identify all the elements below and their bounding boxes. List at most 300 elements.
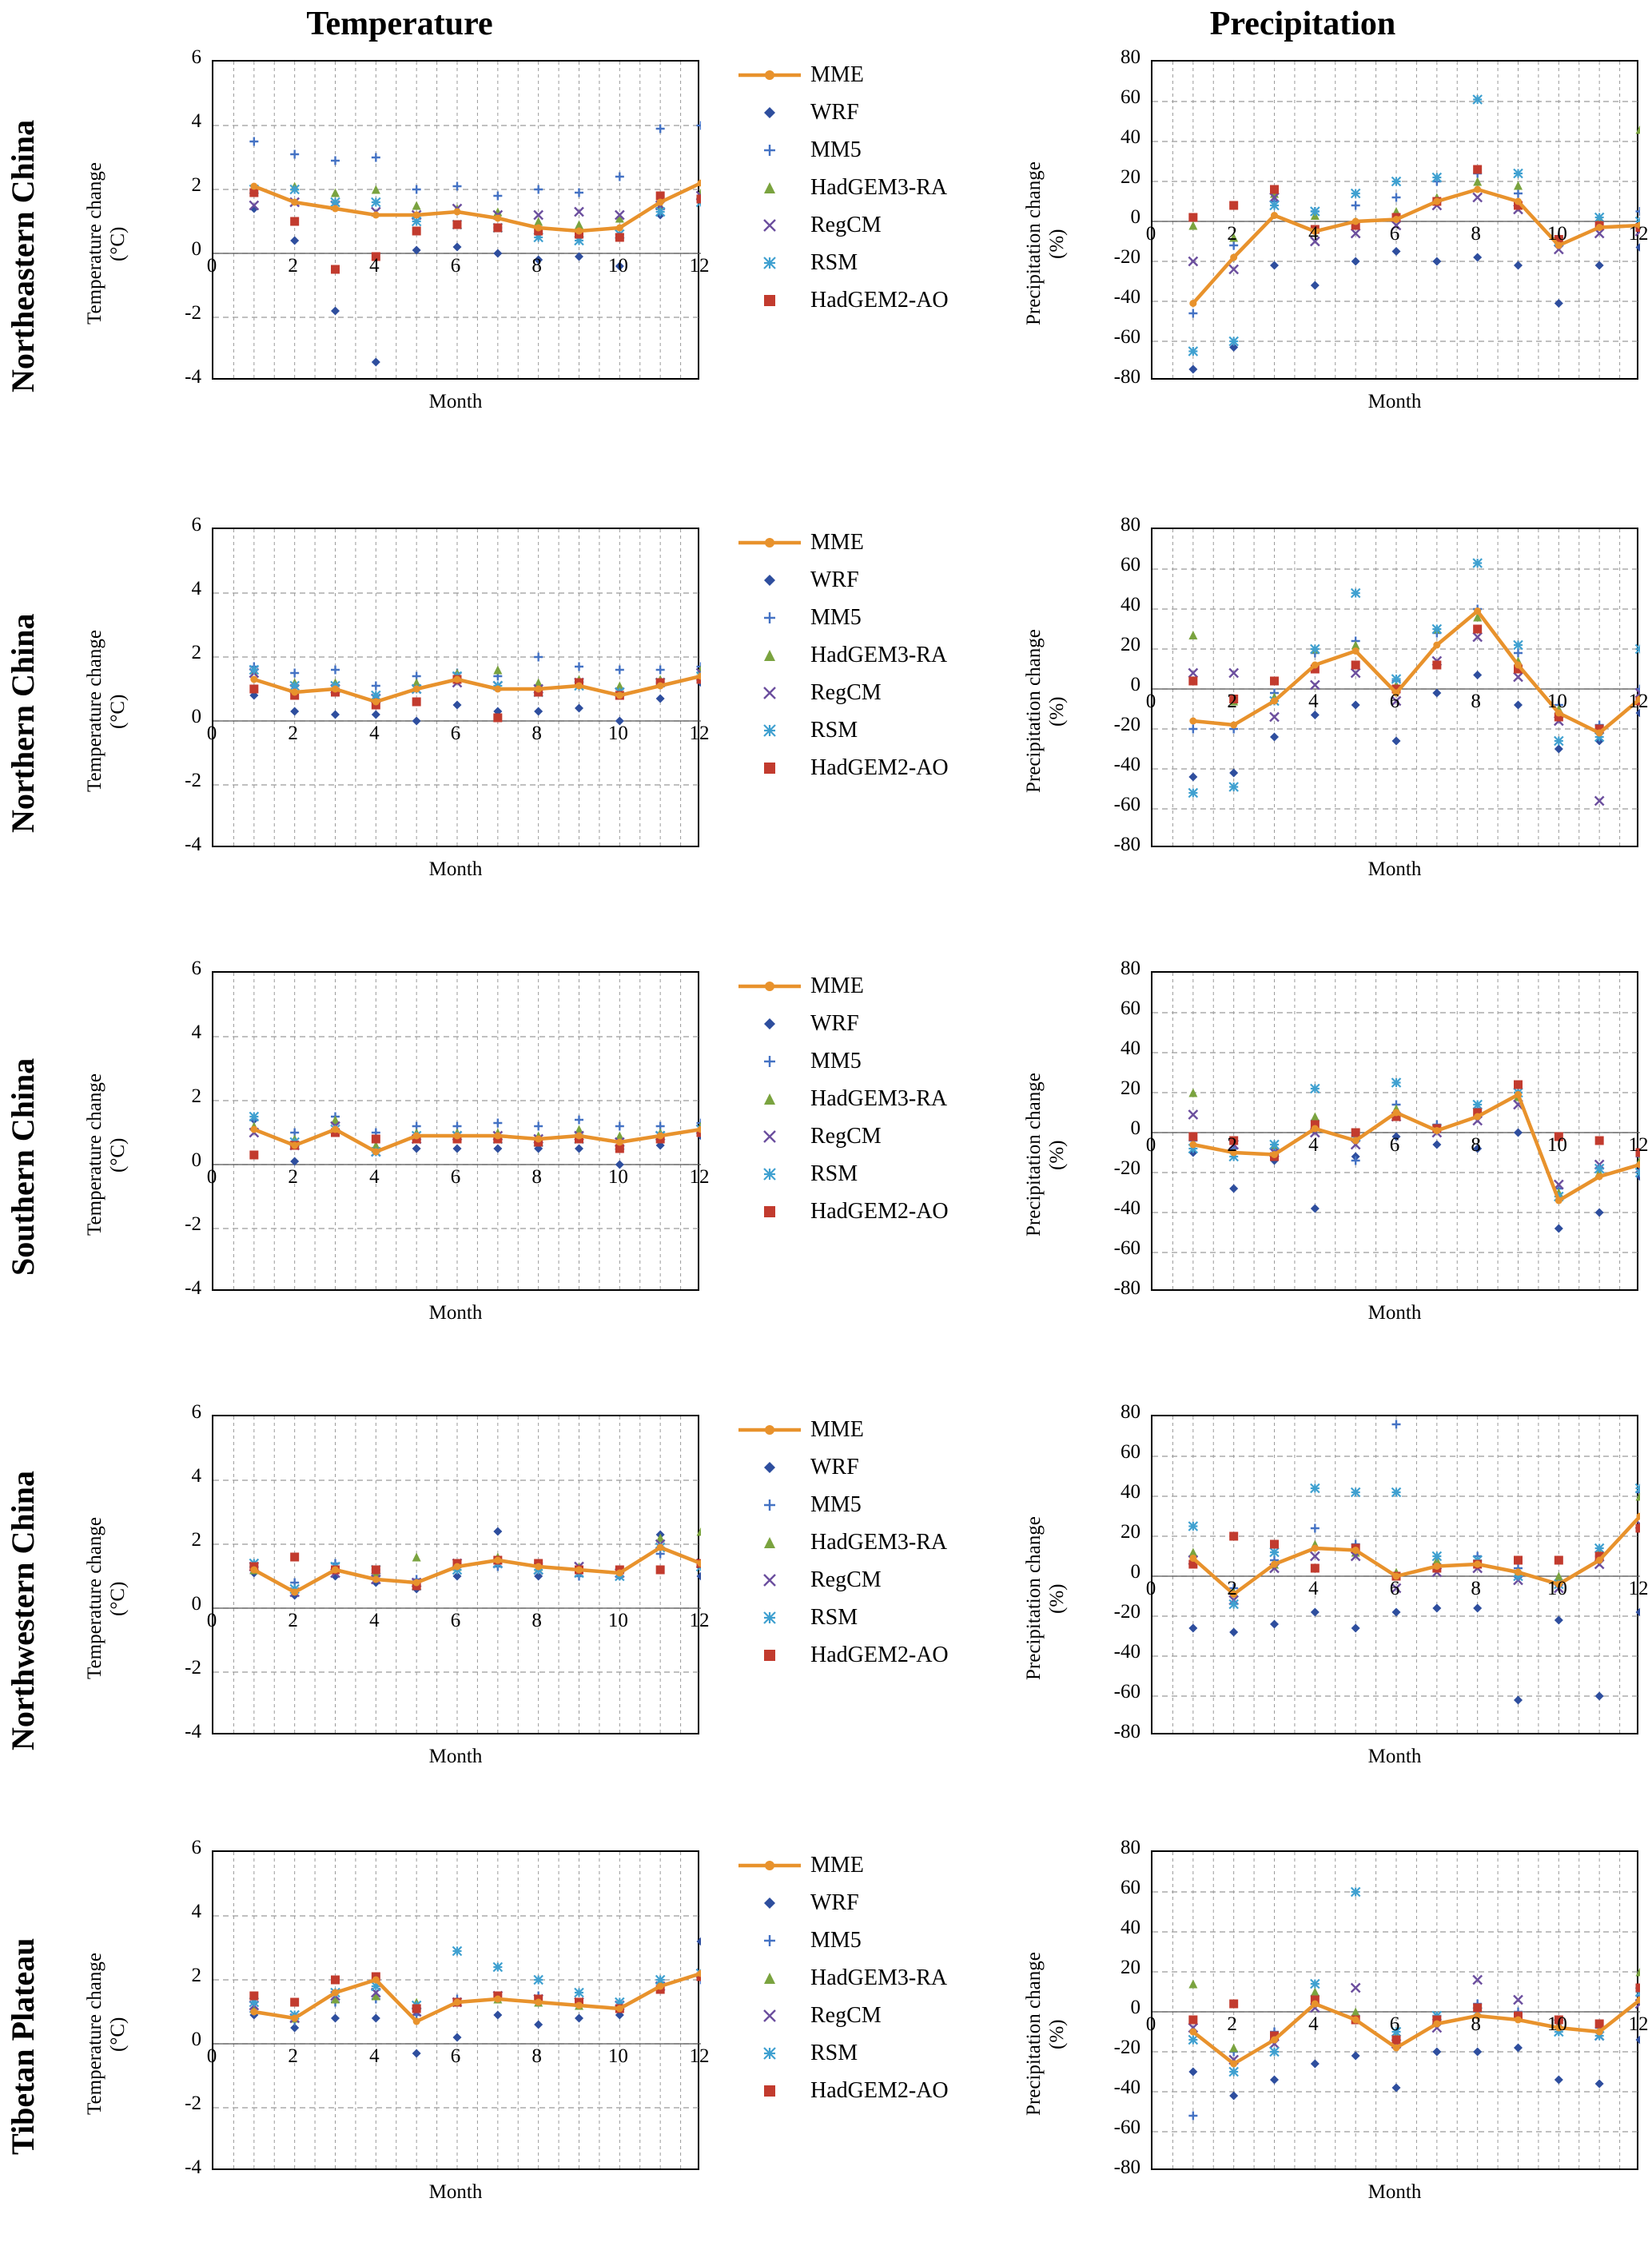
panel-precipitation-northern-china-ytick: 20 — [1121, 634, 1140, 655]
legend-item-rsm — [735, 2034, 949, 2072]
panel-temperature-northeastern-china-xtick: 6 — [450, 255, 461, 277]
legend-label: MM5 — [810, 1927, 862, 1953]
panel-temperature-tibetan-plateau-xtick: 8 — [531, 2045, 542, 2067]
panel-temperature-northwestern-china-ytick: 4 — [191, 1465, 201, 1487]
panel-precipitation-northern-china-ytick: -20 — [1113, 714, 1140, 735]
panel-precipitation-northwestern-china-ylabel — [1023, 1447, 1071, 1750]
panel-precipitation-northwestern-china-ytick: -80 — [1113, 1721, 1140, 1742]
panel-precipitation-northeastern-china-xlabel: Month — [1367, 391, 1422, 412]
panel-temperature-northeastern-china-xtick: 2 — [288, 255, 298, 277]
panel-precipitation-tibetan-plateau-ytick: -40 — [1113, 2077, 1140, 2098]
panel-temperature-tibetan-plateau-ytick: -4 — [185, 2156, 201, 2178]
legend-symbol-square — [735, 758, 809, 779]
column-title-precipitation: Precipitation — [1209, 6, 1396, 42]
panel-precipitation-tibetan-plateau-ytick: -80 — [1113, 2156, 1140, 2178]
panel-temperature-northeastern-china-xtick: 10 — [607, 255, 628, 277]
legend-symbol-square — [735, 290, 809, 311]
panel-precipitation-tibetan-plateau-xtick: 10 — [1547, 2013, 1567, 2035]
panel-temperature-tibetan-plateau-xtick: 10 — [607, 2045, 628, 2067]
panel-precipitation-northern-china-xtick: 6 — [1389, 691, 1400, 712]
panel-temperature-northern-china-ylabel-line2: (°C) — [106, 694, 129, 729]
legend-label: HadGEM3-RA — [810, 1965, 948, 1990]
panel-precipitation-tibetan-plateau-ytick: 0 — [1130, 1997, 1140, 2018]
panel-precipitation-northern-china-ytick: -40 — [1113, 754, 1140, 775]
legend-item-hadgem2-ao — [735, 1193, 949, 1230]
panel-temperature-northern-china-xtick: 8 — [531, 723, 542, 744]
panel-precipitation-southern-china-ytick: 80 — [1121, 958, 1140, 979]
panel-precipitation-southern-china-plot-area — [1151, 971, 1638, 1291]
panel-temperature-northern-china-xtick: 4 — [369, 723, 380, 744]
legend-item-regcm — [735, 1561, 949, 1599]
panel-precipitation-tibetan-plateau-xtick: 2 — [1227, 2013, 1237, 2035]
panel-temperature-northwestern-china-ylabel — [84, 1447, 132, 1750]
legend-label: MM5 — [810, 1491, 862, 1517]
legend-item-regcm — [735, 1117, 949, 1155]
panel-temperature-northeastern-china-ytick: -2 — [185, 302, 201, 324]
panel-temperature-northeastern-china-ylabel-line2: (°C) — [106, 226, 129, 261]
panel-temperature-southern-china — [212, 971, 699, 1291]
panel-precipitation-northeastern-china-ytick: 20 — [1121, 166, 1140, 188]
legend-item-mme — [735, 1846, 949, 1884]
row-label-northern-china: Northern China — [5, 613, 41, 834]
legend-symbol-triangle — [735, 1089, 809, 1109]
legend-label: RegCM — [810, 1123, 882, 1149]
panel-temperature-northern-china-xlabel: Month — [428, 858, 483, 880]
panel-temperature-tibetan-plateau-xlabel: Month — [428, 2181, 483, 2203]
panel-temperature-southern-china-ylabel — [84, 1003, 132, 1307]
legend-symbol-line-marker — [735, 976, 809, 997]
panel-temperature-southern-china-xtick: 10 — [607, 1166, 628, 1188]
legend-symbol-triangle — [735, 177, 809, 198]
panel-precipitation-southern-china-xtick: 2 — [1227, 1134, 1237, 1156]
panel-temperature-northern-china-plot-area — [212, 528, 699, 847]
panel-precipitation-northwestern-china-ytick: -60 — [1113, 1681, 1140, 1702]
legend-label: MME — [810, 529, 864, 555]
panel-temperature-southern-china-ytick: 6 — [191, 958, 201, 979]
panel-precipitation-southern-china-xtick: 8 — [1471, 1134, 1481, 1156]
legend-symbol-plus — [735, 607, 809, 628]
panel-precipitation-southern-china-ytick: 20 — [1121, 1077, 1140, 1099]
legend-item-rsm — [735, 711, 949, 749]
legend-label: WRF — [810, 1890, 859, 1915]
panel-precipitation-northern-china-xtick: 8 — [1471, 691, 1481, 712]
panel-temperature-southern-china-ytick: -4 — [185, 1277, 201, 1299]
legend-label: MME — [810, 62, 864, 87]
panel-precipitation-northeastern-china-ylabel-line1: Precipitation change — [1023, 161, 1045, 326]
panel-precipitation-northwestern-china-xtick: 0 — [1145, 1578, 1156, 1599]
legend-item-hadgem3-ra — [735, 1959, 949, 1997]
panel-precipitation-northwestern-china-ytick: 0 — [1130, 1561, 1140, 1583]
legend-label: HadGEM3-RA — [810, 174, 948, 200]
panel-temperature-northern-china-xtick: 0 — [206, 723, 217, 744]
panel-precipitation-northeastern-china-ylabel — [1023, 92, 1071, 396]
legend-item-hadgem3-ra — [735, 1080, 949, 1117]
legend-label: WRF — [810, 1454, 859, 1479]
row-label-northeastern-china: Northeastern China — [5, 119, 41, 392]
panel-temperature-tibetan-plateau-ylabel-line2: (°C) — [106, 2017, 129, 2052]
panel-temperature-northern-china-ytick: 6 — [191, 514, 201, 536]
panel-temperature-northern-china-ytick: -2 — [185, 770, 201, 791]
panel-temperature-northeastern-china-xtick: 0 — [206, 255, 217, 277]
panel-temperature-tibetan-plateau-ytick: 0 — [191, 2029, 201, 2050]
panel-precipitation-tibetan-plateau-plot-area — [1151, 1850, 1638, 2170]
legend-item-mme — [735, 56, 949, 94]
panel-precipitation-tibetan-plateau — [1151, 1850, 1638, 2170]
legend-label: WRF — [810, 567, 859, 592]
panel-temperature-northeastern-china-xtick: 8 — [531, 255, 542, 277]
legend-symbol-square — [735, 1201, 809, 1222]
legend-item-mme — [735, 524, 949, 561]
panel-precipitation-northern-china-xtick: 12 — [1628, 691, 1649, 712]
legend-label: RSM — [810, 1161, 858, 1186]
row-label-tibetan-plateau: Tibetan Plateau — [5, 1937, 41, 2155]
legend-symbol-line-marker — [735, 1855, 809, 1876]
panel-temperature-northeastern-china-ylabel — [84, 92, 132, 396]
panel-precipitation-northeastern-china-ytick: -80 — [1113, 366, 1140, 388]
panel-precipitation-tibetan-plateau-ylabel — [1023, 1882, 1071, 2186]
legend-label: HadGEM2-AO — [810, 287, 949, 313]
legend-symbol-line-marker — [735, 65, 809, 86]
panel-temperature-southern-china-ytick: 4 — [191, 1021, 201, 1043]
panel-temperature-northwestern-china-ytick: 0 — [191, 1593, 201, 1615]
panel-temperature-southern-china-ytick: -2 — [185, 1213, 201, 1235]
panel-temperature-tibetan-plateau-xtick: 0 — [206, 2045, 217, 2067]
legend-label: RegCM — [810, 1567, 882, 1592]
panel-precipitation-tibetan-plateau-ytick: -20 — [1113, 2037, 1140, 2058]
row-label-southern-china: Southern China — [5, 1057, 41, 1276]
panel-temperature-northern-china — [212, 528, 699, 847]
panel-precipitation-tibetan-plateau-xtick: 6 — [1389, 2013, 1400, 2035]
legend-label: HadGEM2-AO — [810, 2077, 949, 2103]
panel-temperature-southern-china-ylabel-line1: Temperature change — [84, 1073, 105, 1237]
panel-precipitation-tibetan-plateau-xtick: 12 — [1628, 2013, 1649, 2035]
panel-temperature-tibetan-plateau-xtick: 2 — [288, 2045, 298, 2067]
legend-item-mme — [735, 1411, 949, 1448]
panel-precipitation-tibetan-plateau-xtick: 0 — [1145, 2013, 1156, 2035]
panel-precipitation-northern-china-ylabel — [1023, 560, 1071, 863]
panel-precipitation-northeastern-china-ytick: 80 — [1121, 46, 1140, 68]
legend-symbol-cross — [735, 1126, 809, 1147]
legend-label: RegCM — [810, 212, 882, 237]
panel-precipitation-southern-china-ytick: -40 — [1113, 1197, 1140, 1219]
panel-temperature-northeastern-china-ytick: 0 — [191, 238, 201, 260]
panel-temperature-southern-china-plot-area — [212, 971, 699, 1291]
legend-item-wrf — [735, 561, 949, 599]
legend-label: MME — [810, 1852, 864, 1878]
panel-temperature-southern-china-xtick: 6 — [450, 1166, 461, 1188]
panel-temperature-northern-china-xtick: 2 — [288, 723, 298, 744]
row-label-northwestern-china: Northwestern China — [5, 1471, 41, 1750]
panel-precipitation-southern-china-xtick: 4 — [1308, 1134, 1319, 1156]
panel-precipitation-northern-china-ytick: 40 — [1121, 594, 1140, 615]
panel-temperature-tibetan-plateau-xtick: 6 — [450, 2045, 461, 2067]
panel-precipitation-southern-china-ytick: 0 — [1130, 1117, 1140, 1139]
panel-precipitation-northeastern-china-xtick: 6 — [1389, 223, 1400, 245]
panel-precipitation-northeastern-china-ytick: 60 — [1121, 86, 1140, 108]
panel-temperature-southern-china-ytick: 0 — [191, 1149, 201, 1171]
legend-label: MME — [810, 973, 864, 998]
panel-temperature-southern-china-xlabel: Month — [428, 1302, 483, 1324]
legend-symbol-plus — [735, 1051, 809, 1072]
panel-precipitation-northern-china-plot-area — [1151, 528, 1638, 847]
panel-precipitation-tibetan-plateau-xlabel: Month — [1367, 2181, 1422, 2203]
panel-precipitation-northern-china-xtick: 0 — [1145, 691, 1156, 712]
panel-precipitation-tibetan-plateau-ytick: 80 — [1121, 1837, 1140, 1858]
panel-precipitation-northwestern-china-xtick: 12 — [1628, 1578, 1649, 1599]
panel-temperature-tibetan-plateau-xtick: 4 — [369, 2045, 380, 2067]
panel-precipitation-southern-china-ytick: -20 — [1113, 1157, 1140, 1179]
legend-symbol-triangle — [735, 1968, 809, 1989]
panel-precipitation-northwestern-china-ytick: 20 — [1121, 1521, 1140, 1543]
panel-precipitation-northeastern-china-xtick: 4 — [1308, 223, 1319, 245]
legend-symbol-line-marker — [735, 532, 809, 553]
legend-symbol-diamond — [735, 1014, 809, 1034]
panel-precipitation-northeastern-china-xtick: 2 — [1227, 223, 1237, 245]
panel-precipitation-southern-china — [1151, 971, 1638, 1291]
legend-label: MME — [810, 1416, 864, 1442]
panel-precipitation-northeastern-china-ytick: -60 — [1113, 326, 1140, 348]
legend-symbol-cross — [735, 683, 809, 703]
legend-label: WRF — [810, 99, 859, 125]
legend-item-hadgem3-ra — [735, 169, 949, 206]
panel-precipitation-northeastern-china-xtick: 8 — [1471, 223, 1481, 245]
panel-temperature-northern-china-ytick: 0 — [191, 706, 201, 727]
panel-temperature-northeastern-china-ytick: 2 — [191, 174, 201, 196]
panel-precipitation-northern-china-ytick: -60 — [1113, 794, 1140, 815]
legend-label: MM5 — [810, 604, 862, 630]
legend-symbol-line-marker — [735, 1420, 809, 1440]
legend-item-wrf — [735, 1884, 949, 1921]
legend-item-hadgem2-ao — [735, 281, 949, 319]
legend-label: RSM — [810, 249, 858, 275]
legend-symbol-diamond — [735, 570, 809, 591]
panel-temperature-tibetan-plateau-xtick: 12 — [689, 2045, 710, 2067]
panel-precipitation-northwestern-china-ytick: -40 — [1113, 1641, 1140, 1663]
legend-row-3 — [735, 1411, 949, 1674]
panel-temperature-northern-china-ylabel — [84, 560, 132, 863]
panel-precipitation-northwestern-china-xtick: 8 — [1471, 1578, 1481, 1599]
panel-precipitation-northwestern-china-plot-area — [1151, 1415, 1638, 1734]
panel-precipitation-northern-china-xtick: 2 — [1227, 691, 1237, 712]
panel-temperature-northwestern-china-xlabel: Month — [428, 1746, 483, 1767]
legend-symbol-asterisk — [735, 1607, 809, 1628]
panel-precipitation-southern-china-ytick: 40 — [1121, 1037, 1140, 1059]
panel-temperature-northeastern-china-ytick: -4 — [185, 366, 201, 388]
legend-label: HadGEM2-AO — [810, 755, 949, 780]
panel-precipitation-northern-china-ytick: -80 — [1113, 834, 1140, 855]
panel-temperature-northeastern-china-ytick: 4 — [191, 110, 201, 132]
legend-item-hadgem2-ao — [735, 2072, 949, 2109]
legend-item-mm5 — [735, 131, 949, 169]
panel-temperature-northwestern-china-ytick: 6 — [191, 1401, 201, 1423]
legend-item-regcm — [735, 206, 949, 244]
legend-row-4 — [735, 1846, 949, 2109]
legend-row-0 — [735, 56, 949, 319]
panel-temperature-northeastern-china-ytick: 6 — [191, 46, 201, 68]
panel-precipitation-northeastern-china-ytick: -40 — [1113, 286, 1140, 308]
panel-temperature-tibetan-plateau-ytick: 2 — [191, 1965, 201, 1986]
legend-symbol-plus — [735, 140, 809, 161]
panel-temperature-northeastern-china-xtick: 4 — [369, 255, 380, 277]
panel-temperature-tibetan-plateau-ylabel-line1: Temperature change — [84, 1953, 105, 2116]
legend-symbol-triangle — [735, 1532, 809, 1553]
panel-precipitation-northeastern-china-plot-area — [1151, 60, 1638, 380]
panel-precipitation-northwestern-china-xtick: 10 — [1547, 1578, 1567, 1599]
legend-item-mm5 — [735, 1921, 949, 1959]
panel-temperature-northern-china-xtick: 10 — [607, 723, 628, 744]
panel-temperature-southern-china-xtick: 0 — [206, 1166, 217, 1188]
panel-temperature-northwestern-china-xtick: 10 — [607, 1610, 628, 1631]
legend-item-wrf — [735, 94, 949, 131]
legend-symbol-asterisk — [735, 2043, 809, 2064]
panel-precipitation-northern-china-ylabel-line2: (%) — [1045, 696, 1068, 727]
legend-symbol-square — [735, 1645, 809, 1666]
panel-precipitation-northeastern-china-xtick: 12 — [1628, 223, 1649, 245]
panel-precipitation-northern-china-xlabel: Month — [1367, 858, 1422, 880]
panel-precipitation-tibetan-plateau-ytick: -60 — [1113, 2117, 1140, 2138]
panel-precipitation-northeastern-china-xtick: 10 — [1547, 223, 1567, 245]
panel-precipitation-southern-china-ytick: -80 — [1113, 1277, 1140, 1299]
legend-symbol-triangle — [735, 645, 809, 666]
panel-precipitation-tibetan-plateau-ytick: 40 — [1121, 1917, 1140, 1938]
panel-precipitation-northern-china-xtick: 10 — [1547, 691, 1567, 712]
panel-temperature-northwestern-china-xtick: 6 — [450, 1610, 461, 1631]
panel-precipitation-northeastern-china-ylabel-line2: (%) — [1045, 229, 1068, 259]
panel-temperature-northern-china-ytick: 4 — [191, 578, 201, 599]
legend-label: RSM — [810, 2040, 858, 2065]
panel-temperature-northwestern-china-xtick: 0 — [206, 1610, 217, 1631]
legend-item-hadgem2-ao — [735, 1636, 949, 1674]
legend-label: HadGEM3-RA — [810, 1085, 948, 1111]
legend-item-rsm — [735, 244, 949, 281]
panel-temperature-northwestern-china-xtick: 8 — [531, 1610, 542, 1631]
panel-temperature-northwestern-china-ylabel-line2: (°C) — [106, 1581, 129, 1616]
panel-precipitation-northwestern-china-ytick: 40 — [1121, 1481, 1140, 1503]
panel-temperature-southern-china-ytick: 2 — [191, 1085, 201, 1107]
panel-temperature-northwestern-china-plot-area — [212, 1415, 699, 1734]
legend-item-wrf — [735, 1005, 949, 1042]
panel-precipitation-tibetan-plateau-ytick: 20 — [1121, 1957, 1140, 1978]
legend-symbol-asterisk — [735, 253, 809, 273]
panel-precipitation-northeastern-china — [1151, 60, 1638, 380]
panel-precipitation-southern-china-ytick: -60 — [1113, 1237, 1140, 1259]
legend-symbol-asterisk — [735, 1164, 809, 1185]
legend-symbol-plus — [735, 1495, 809, 1515]
panel-temperature-tibetan-plateau-plot-area — [212, 1850, 699, 2170]
panel-precipitation-tibetan-plateau-ytick: 60 — [1121, 1877, 1140, 1898]
panel-precipitation-northwestern-china-xtick: 2 — [1227, 1578, 1237, 1599]
panel-precipitation-northeastern-china-ytick: 0 — [1130, 206, 1140, 228]
panel-temperature-northwestern-china-xtick: 12 — [689, 1610, 710, 1631]
panel-temperature-southern-china-xtick: 4 — [369, 1166, 380, 1188]
legend-label: HadGEM2-AO — [810, 1642, 949, 1667]
legend-item-hadgem2-ao — [735, 749, 949, 787]
panel-temperature-tibetan-plateau-ytick: 4 — [191, 1901, 201, 1922]
legend-item-regcm — [735, 674, 949, 711]
panel-precipitation-northern-china-ytick: 60 — [1121, 554, 1140, 575]
panel-precipitation-southern-china-xtick: 12 — [1628, 1134, 1649, 1156]
panel-precipitation-northeastern-china-ytick: 40 — [1121, 126, 1140, 148]
panel-precipitation-southern-china-xtick: 6 — [1389, 1134, 1400, 1156]
panel-precipitation-northwestern-china-ylabel-line1: Precipitation change — [1023, 1516, 1045, 1681]
legend-symbol-cross — [735, 2005, 809, 2026]
legend-label: MM5 — [810, 137, 862, 162]
panel-precipitation-southern-china-ylabel-line1: Precipitation change — [1023, 1073, 1045, 1237]
panel-temperature-northeastern-china-xlabel: Month — [428, 391, 483, 412]
panel-temperature-tibetan-plateau — [212, 1850, 699, 2170]
legend-symbol-cross — [735, 215, 809, 236]
panel-precipitation-northern-china-ytick: 0 — [1130, 674, 1140, 695]
panel-temperature-southern-china-xtick: 2 — [288, 1166, 298, 1188]
legend-item-mm5 — [735, 1486, 949, 1523]
legend-item-regcm — [735, 1997, 949, 2034]
legend-symbol-diamond — [735, 1893, 809, 1914]
panel-temperature-northwestern-china-ytick: -4 — [185, 1721, 201, 1742]
panel-precipitation-southern-china-xtick: 0 — [1145, 1134, 1156, 1156]
legend-label: WRF — [810, 1010, 859, 1036]
legend-label: HadGEM3-RA — [810, 642, 948, 667]
panel-precipitation-southern-china-xtick: 10 — [1547, 1134, 1567, 1156]
panel-temperature-northeastern-china-ylabel-line1: Temperature change — [84, 162, 105, 325]
legend-item-mme — [735, 967, 949, 1005]
legend-item-rsm — [735, 1155, 949, 1193]
legend-symbol-square — [735, 2081, 809, 2101]
legend-item-rsm — [735, 1599, 949, 1636]
panel-temperature-southern-china-xtick: 8 — [531, 1166, 542, 1188]
panel-temperature-northwestern-china-ytick: -2 — [185, 1657, 201, 1679]
panel-precipitation-northern-china-ytick: 80 — [1121, 514, 1140, 536]
panel-temperature-tibetan-plateau-ylabel — [84, 1882, 132, 2186]
legend-item-mm5 — [735, 599, 949, 636]
legend-label: RegCM — [810, 2002, 882, 2028]
panel-temperature-tibetan-plateau-ytick: 6 — [191, 1837, 201, 1858]
panel-precipitation-northwestern-china — [1151, 1415, 1638, 1734]
legend-symbol-diamond — [735, 1457, 809, 1478]
legend-item-wrf — [735, 1448, 949, 1486]
panel-temperature-northern-china-ylabel-line1: Temperature change — [84, 630, 105, 793]
column-title-temperature: Temperature — [306, 6, 493, 42]
legend-label: RegCM — [810, 679, 882, 705]
legend-symbol-plus — [735, 1930, 809, 1951]
panel-temperature-northwestern-china-ytick: 2 — [191, 1529, 201, 1551]
panel-precipitation-northern-china-xtick: 4 — [1308, 691, 1319, 712]
legend-symbol-cross — [735, 1570, 809, 1591]
panel-precipitation-northwestern-china-xtick: 4 — [1308, 1578, 1319, 1599]
legend-label: HadGEM3-RA — [810, 1529, 948, 1555]
panel-precipitation-northwestern-china-ylabel-line2: (%) — [1045, 1583, 1068, 1614]
legend-symbol-diamond — [735, 102, 809, 123]
legend-label: RSM — [810, 1604, 858, 1630]
panel-temperature-northern-china-ytick: 2 — [191, 642, 201, 663]
legend-symbol-asterisk — [735, 720, 809, 741]
panel-precipitation-northwestern-china-xlabel: Month — [1367, 1746, 1422, 1767]
legend-row-2 — [735, 967, 949, 1230]
panel-temperature-northwestern-china — [212, 1415, 699, 1734]
panel-precipitation-southern-china-ylabel — [1023, 1003, 1071, 1307]
panel-temperature-southern-china-xtick: 12 — [689, 1166, 710, 1188]
panel-precipitation-tibetan-plateau-ylabel-line2: (%) — [1045, 2019, 1068, 2049]
panel-precipitation-northwestern-china-xtick: 6 — [1389, 1578, 1400, 1599]
panel-precipitation-southern-china-ytick: 60 — [1121, 998, 1140, 1019]
panel-temperature-northeastern-china-xtick: 12 — [689, 255, 710, 277]
panel-precipitation-northwestern-china-ytick: 80 — [1121, 1401, 1140, 1423]
legend-label: HadGEM2-AO — [810, 1198, 949, 1224]
panel-precipitation-tibetan-plateau-xtick: 8 — [1471, 2013, 1481, 2035]
panel-temperature-southern-china-ylabel-line2: (°C) — [106, 1137, 129, 1173]
panel-precipitation-tibetan-plateau-xtick: 4 — [1308, 2013, 1319, 2035]
panel-temperature-northwestern-china-xtick: 2 — [288, 1610, 298, 1631]
panel-temperature-tibetan-plateau-ytick: -2 — [185, 2093, 201, 2114]
